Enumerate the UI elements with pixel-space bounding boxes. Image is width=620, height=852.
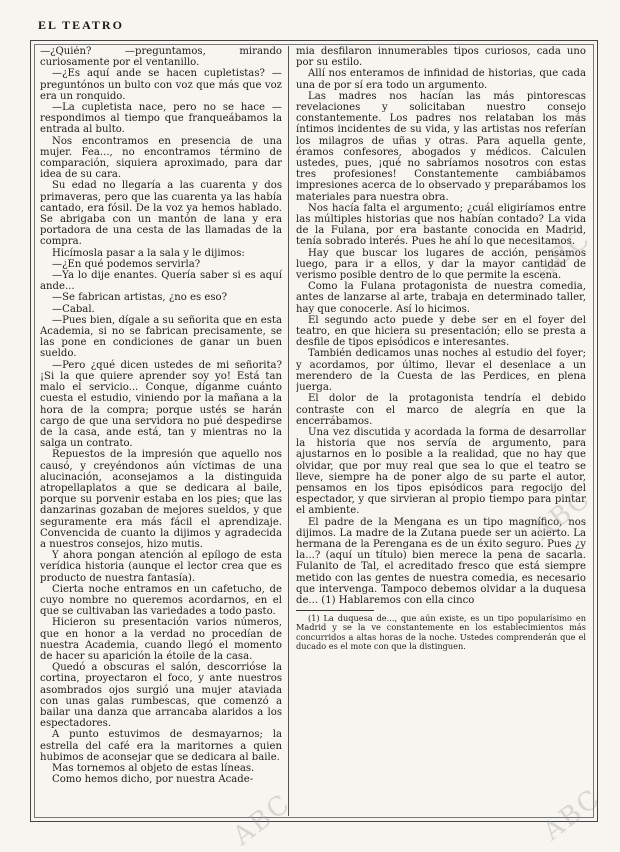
watermark: ABC [227,788,297,852]
column-divider [288,46,289,816]
paragraph: Hicímosla pasar a la sala y le dijimos: [52,247,245,259]
paragraph: Como la Fulana protagonista de nuestra comedia, antes de lanzarse al arte, trabaja en determinado taller, hay que conocerle. Así lo hicimos. [296,281,586,315]
paragraph: —La cupletista nace, pero no se hace —respondimos al tiempo que franqueábamos la entrada al bulto. [40,102,282,136]
paragraph: Una vez discutida y acordada la forma de desarrollar la historia que nos servía de argumento, para ajustarnos en lo posible a la realidad, que no hay que olvidar, que por muy real que sea lo que el teatro se lleve, siempre ha de poner algo de su parte el autor, pensamos en los tipos episódicos para regocijo del espectador, y que sirvieran al propio tiempo para pintar el ambiente. [296,426,586,517]
paragraph: Hicieron su presentación varios números, que en honor a la verdad no procedían de nuestra Academia, cuando llegó el momento de hacer su aparición la étoile de la casa. [40,617,282,662]
paragraph: —Pues bien, dígale a su señorita que en esta Academia, si no se fabrican precisamente, se las pone en condiciones de ganar un buen sueldo. [40,314,282,360]
paragraph: El padre de la Mengana es un tipo magnífico, nos dijimos. La madre de la Zutana puede ser un acierto. La hermana de la Perengana es de un éxito seguro. Pues ¿y la...? (aquí un título) bien merece la pena de sacarla. Fulanito de Tal, el acreditado fresco que está siempre metido con las gentes de nuestra comedia, es necesario que intervenga. Tampoco debemos olvidar a la duquesa de... (1) Hablaremos con ella cinco [296,516,586,606]
watermark: ABC [537,783,607,847]
paragraph: Quedó a obscuras el salón, descorrióse la cortina, proyectaron el foco, y ante nuestros asombrados ojos surgió una mujer ataviada con unas galas rumbescas, que comenzó a bailar una danza que arrancaba alaridos a los espectadores. [40,662,282,730]
paragraph: Repuestos de la impresión que aquello nos causó, y creyéndonos aún víctimas de una alucinación, aconsejamos a la distinguida atropellaplatos a que se dedicara al baile, porque su porvenir estaba en los pies; que las danzarinas gozaban de mejores sueldos, y que seguramente era más fácil el aprendizaje. Convencida de cuanto la dijimos y agradecida a nuestros consejos, hizo mutis. [40,449,282,550]
paragraph: Mas tornemos al objeto de estas líneas. [52,763,255,774]
paragraph: Su edad no llegaría a las cuarenta y dos primaveras, pero que las cuarenta ya las había cantado, era fósil. De la voz ya hemos hablado. Se abrigaba con un mantón de lana y era portadora de una cesta de las llamadas de la compra. [40,180,282,248]
watermark: ABC [527,483,597,547]
paragraph: El segundo acto puede y debe ser en el foyer del teatro, en que hiciera su presentación; ello se presta a desfile de tipos episódicos e interesantes. [296,314,586,349]
paragraph: —¿Quién? —preguntamos, mirando curiosamente por el ventanillo. [40,46,282,69]
paragraph: El dolor de la protagonista tendría el debido contraste con el marco de alegría en que la encerrábamos. [296,393,586,427]
paragraph: Y ahora pongan atención al epílogo de esta verídica historia (aunque el lector crea que es producto de nuestra fantasía). [40,550,282,584]
paragraph: Allí nos enteramos de infinidad de historias, que cada una de por sí era todo un argumento. [296,68,586,91]
left-column [40,46,282,816]
paragraph: Nos hacía falta el argumento; ¿cuál eligiríamos entre las múltiples historias que nos habían contado? La vida de la Fulana, por era bastante conocida en Madrid, tenía sobrado interés. Pues he ahí lo que necesitamos. [296,202,586,248]
paragraph: Como hemos dicho, por nuestra Acade- [52,774,254,786]
paragraph: —Ya lo dije enantes. Quería saber si es aquí ande... [40,270,282,293]
paragraph: —Pero ¿qué dicen ustedes de mi señorita? ¡Si la que quiere aprender soy yo! Está tan malo el servicio... Conque, díganme cuánto cuesta el estudio, viniendo por la mañana a la hora de la compra; porque ustés se harán cargo de que una servidora no pué despedirse de la casa, ande está, tan y mientras no la salga un contrato. [40,359,282,450]
footnote: (1) La duquesa de..., que aún existe, es un tipo popularísimo en Madrid y se la ve constantemente en los establecimientos más concurridos a altas horas de la noche. Ustedes comprenderán que el ducado es el mote con que la distinguen. [296,613,586,652]
paragraph: También dedicamos unas noches al estudio del foyer; y acordamos, por último, llevar el desenlace a un merendero de la Cuesta de las Perdices, en plena juerga. [296,348,586,394]
paragraph: —¿Es aquí ande se hacen cupletistas? —preguntónos un bulto con voz que más que voz era un ronquido. [40,68,282,102]
paragraph: —Cabal. [52,303,95,315]
paragraph: Cierta noche entramos en un cafetucho, de cuyo nombre no queremos acordarnos, en el que se cultivaban las variedades a todo pasto. [40,583,282,618]
paragraph: —¿En qué podemos servirla? [52,258,201,270]
page-header: EL TEATRO [38,18,124,32]
footnote-rule [296,610,374,611]
paragraph: mia desfilaron innumerables tipos curiosos, cada uno por su estilo. [296,46,586,69]
watermark: ABC [527,223,597,287]
paragraph: A punto estuvimos de desmayarnos; la estrella del café era la maritornes a quien hubimos de aconsejar que se dedicara al baile. [40,729,282,763]
paragraph: Las madres nos hacían las más pintorescas revelaciones y solicitaban nuestro consejo constantemente. Los padres nos relataban los más íntimos incidentes de su vida, y las artistas nos referían los milagros de uñas y otras. Para aquella gente, éramos confesores, abogados y médicos. Calculen ustedes, pues, ¡qué no sabríamos nosotros con estas tres profesiones! Constantemente cambiábamos impresiones acerca de lo observado y preparábamos los materiales para nuestra obra. [296,90,586,203]
right-column [296,46,586,816]
paragraph: —Se fabrican artistas, ¿no es eso? [52,292,228,304]
paragraph: Hay que buscar los lugares de acción, pensamos luego, para ir a ellos, y dar la mayor cantidad de verismo posible dentro de lo que permite la escena. [296,247,586,282]
paragraph: Nos encontramos en presencia de una mujer. Fea..., no encontramos término de comparación, siquiera aproximado, para dar idea de su cara. [40,135,282,181]
